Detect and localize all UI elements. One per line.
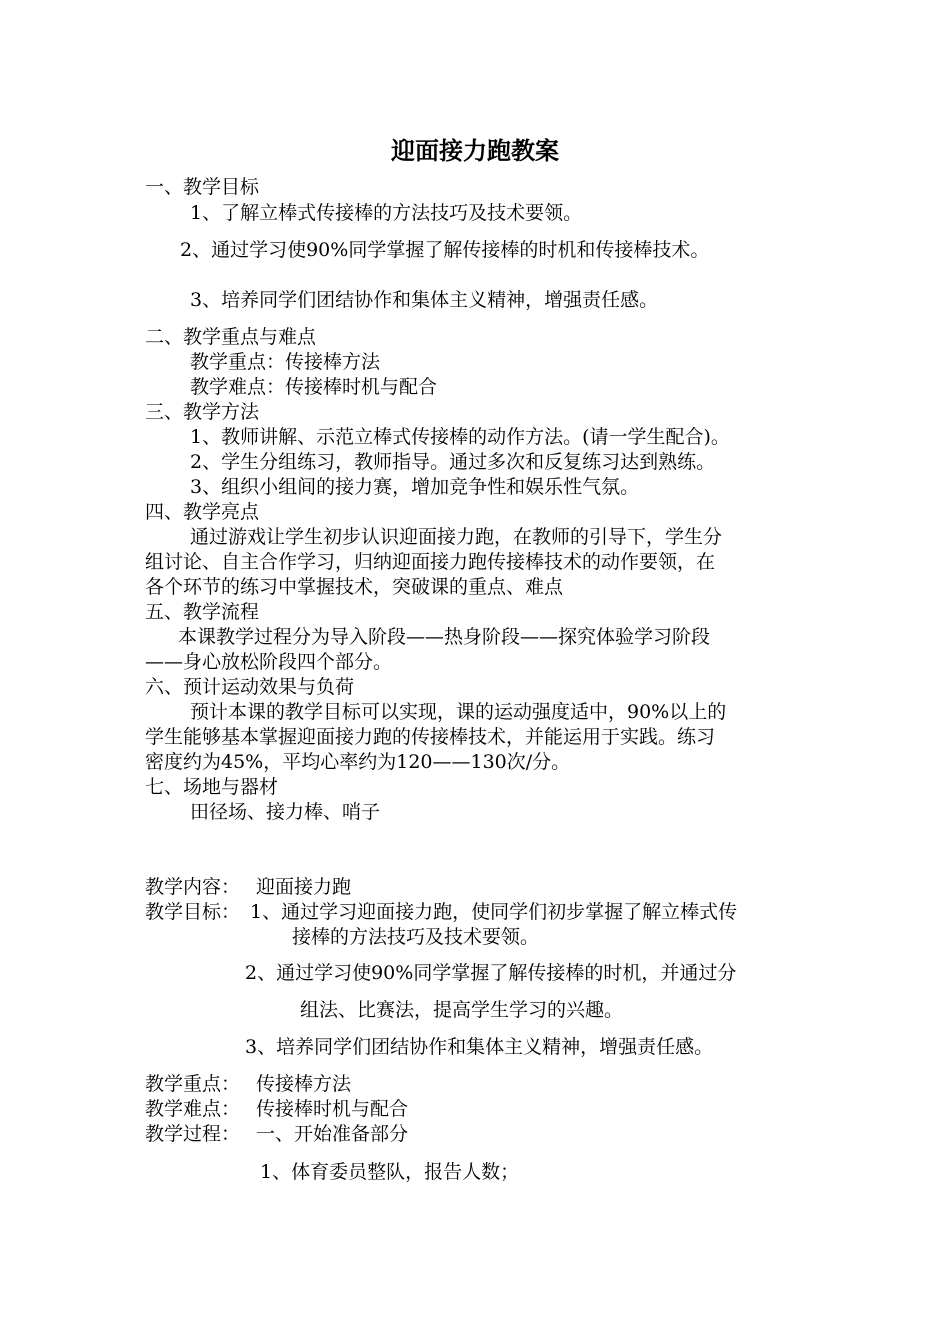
section-heading-effect: 六、预计运动效果与负荷	[145, 676, 355, 698]
plan-goal-2-line-2: 组法、比赛法，提高学生学习的兴趣。	[300, 999, 624, 1021]
goal-item-3: 3、培养同学们团结协作和集体主义精神，增强责任感。	[190, 289, 659, 311]
key-label: 教学重点：	[145, 1073, 241, 1095]
effect-line-1: 预计本课的教学目标可以实现，课的运动强度适中，90%以上的	[190, 701, 727, 723]
section-heading-methods: 三、教学方法	[145, 401, 260, 423]
process-value: 一、开始准备部分	[256, 1123, 409, 1145]
plan-goal-1-line-1: 1、通过学习迎面接力跑，使同学们初步掌握了解立棒式传	[250, 901, 738, 923]
process-step-1: 1、体育委员整队，报告人数；	[260, 1161, 520, 1183]
flow-line-1: 本课教学过程分为导入阶段——热身阶段——探究体验学习阶段	[178, 626, 711, 648]
section-heading-highlights: 四、教学亮点	[145, 501, 260, 523]
highlights-line-2: 组讨论、自主合作学习，归纳迎面接力跑传接棒技术的动作要领，在	[145, 551, 716, 573]
goal-label: 教学目标：	[145, 901, 241, 923]
effect-line-2: 学生能够基本掌握迎面接力跑的传接棒技术，并能运用于实践。练习	[145, 726, 716, 748]
content-label: 教学内容：	[145, 876, 241, 898]
method-item-1: 1、教师讲解、示范立棒式传接棒的动作方法。(请一学生配合)。	[190, 426, 730, 448]
flow-line-2: ——身心放松阶段四个部分。	[145, 651, 393, 673]
difficulty-item: 教学难点：传接棒时机与配合	[190, 376, 438, 398]
section-heading-equipment: 七、场地与器材	[145, 776, 279, 798]
key-point-item: 教学重点：传接棒方法	[190, 351, 381, 373]
plan-goal-3: 3、培养同学们团结协作和集体主义精神，增强责任感。	[245, 1036, 714, 1058]
content-value: 迎面接力跑	[256, 876, 352, 898]
plan-goal-2-line-1: 2、通过学习使90%同学掌握了解传接棒的时机，并通过分	[245, 962, 737, 984]
goal-item-2: 2、通过学习使90%同学掌握了解传接棒的时机和传接棒技术。	[180, 239, 710, 261]
effect-line-3: 密度约为45%，平均心率约为120——130次/分。	[145, 751, 571, 773]
section-heading-key-points: 二、教学重点与难点	[145, 326, 317, 348]
highlights-line-3: 各个环节的练习中掌握技术，突破课的重点、难点	[145, 576, 564, 598]
difficulty-label: 教学难点：	[145, 1098, 241, 1120]
document-title: 迎面接力跑教案	[391, 137, 559, 165]
method-item-2: 2、学生分组练习，教师指导。通过多次和反复练习达到熟练。	[190, 451, 716, 473]
highlights-line-1: 通过游戏让学生初步认识迎面接力跑，在教师的引导下，学生分	[190, 526, 723, 548]
equipment-list: 田径场、接力棒、哨子	[190, 801, 381, 823]
section-heading-goals: 一、教学目标	[145, 176, 260, 198]
goal-item-1: 1、了解立棒式传接棒的方法技巧及技术要领。	[190, 202, 583, 224]
section-heading-flow: 五、教学流程	[145, 601, 260, 623]
method-item-3: 3、组织小组间的接力赛，增加竞争性和娱乐性气氛。	[190, 476, 640, 498]
difficulty-value: 传接棒时机与配合	[256, 1098, 409, 1120]
process-label: 教学过程：	[145, 1123, 241, 1145]
plan-goal-1-line-2: 接棒的方法技巧及技术要领。	[292, 926, 540, 948]
key-value: 传接棒方法	[256, 1073, 352, 1095]
